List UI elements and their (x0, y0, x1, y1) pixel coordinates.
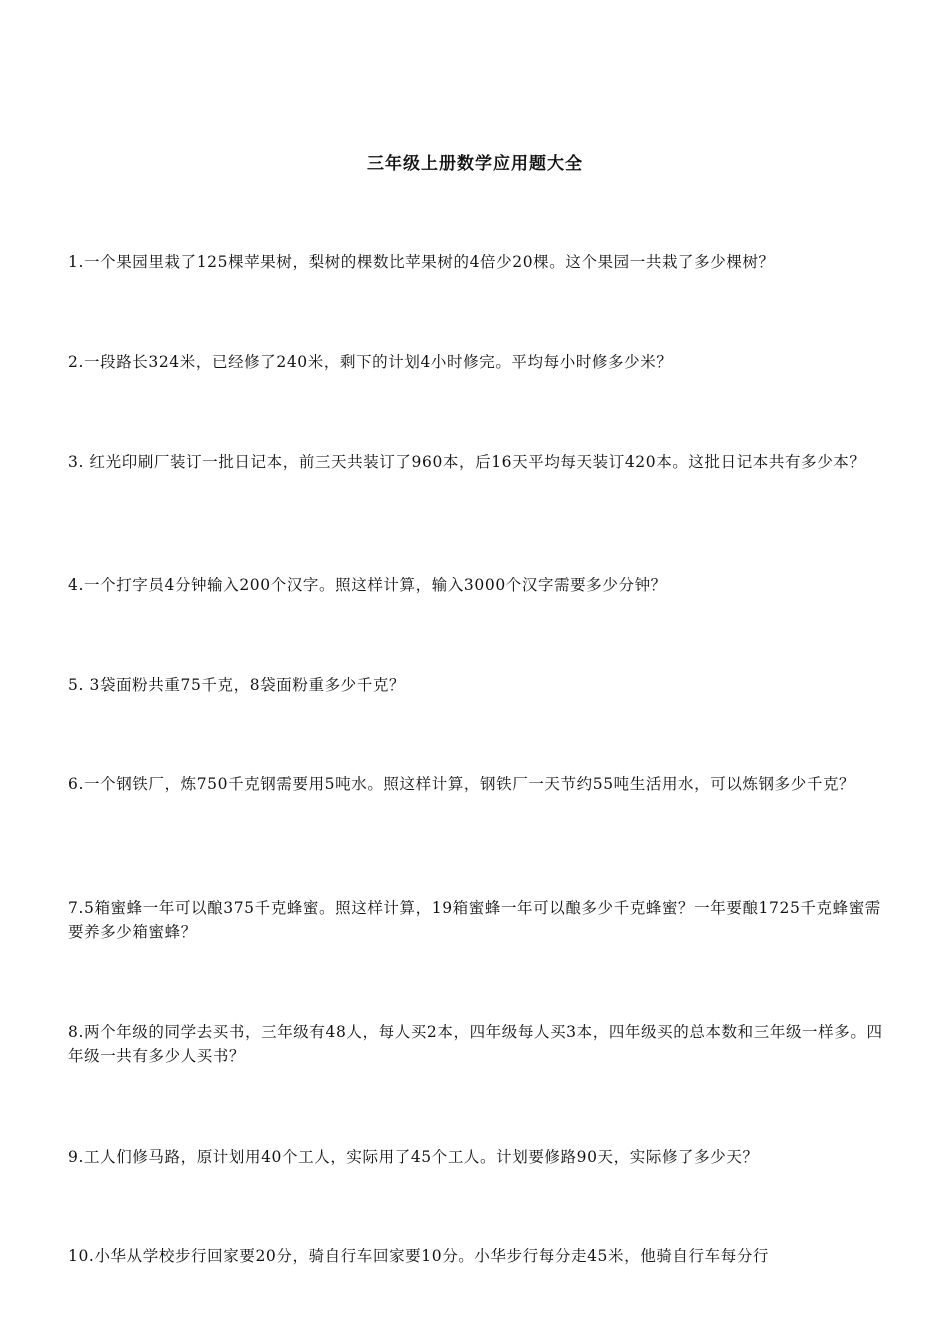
question-5: 5. 3袋面粉共重75千克，8袋面粉重多少千克？ (68, 676, 406, 694)
question-3: 3. 红光印刷厂装订一批日记本，前三天共装订了960本，后16天平均每天装订420本。这批日记本共有多少本？ (68, 453, 866, 471)
question-6: 6.一个钢铁厂，炼750千克钢需要用5吨水。照这样计算，钢铁厂一天节约55吨生活用水，可以炼钢多少千克？ (68, 775, 856, 793)
question-9: 9.工人们修马路，原计划用40个工人，实际用了45个工人。计划要修路90天，实际修了多少天？ (68, 1148, 759, 1166)
question-10: 10.小华从学校步行回家要20分，骑自行车回家要10分。小华步行每分走45米，他骑自行车每分行 (68, 1247, 770, 1265)
question-1: 1.一个果园里栽了125棵苹果树，梨树的棵数比苹果树的4倍少20棵。这个果园一共栽了多少棵树？ (68, 253, 775, 271)
question-7: 7.5箱蜜蜂一年可以酿375千克蜂蜜。照这样计算，19箱蜜蜂一年可以酿多少千克蜂蜜？一年要酿1725千克蜂蜜需要养多少箱蜜蜂？ (68, 899, 881, 941)
question-4: 4.一个打字员4分钟输入200个汉字。照这样计算，输入3000个汉字需要多少分钟？ (68, 576, 667, 594)
page-title: 三年级上册数学应用题大全 (367, 154, 583, 174)
question-2: 2.一段路长324米，已经修了240米，剩下的计划4小时修完。平均每小时修多少米？ (68, 353, 673, 371)
question-8: 8.两个年级的同学去买书，三年级有48人，每人买2本，四年级每人买3本，四年级买的总本数和三年级一样多。四年级一共有多少人买书？ (68, 1023, 883, 1065)
